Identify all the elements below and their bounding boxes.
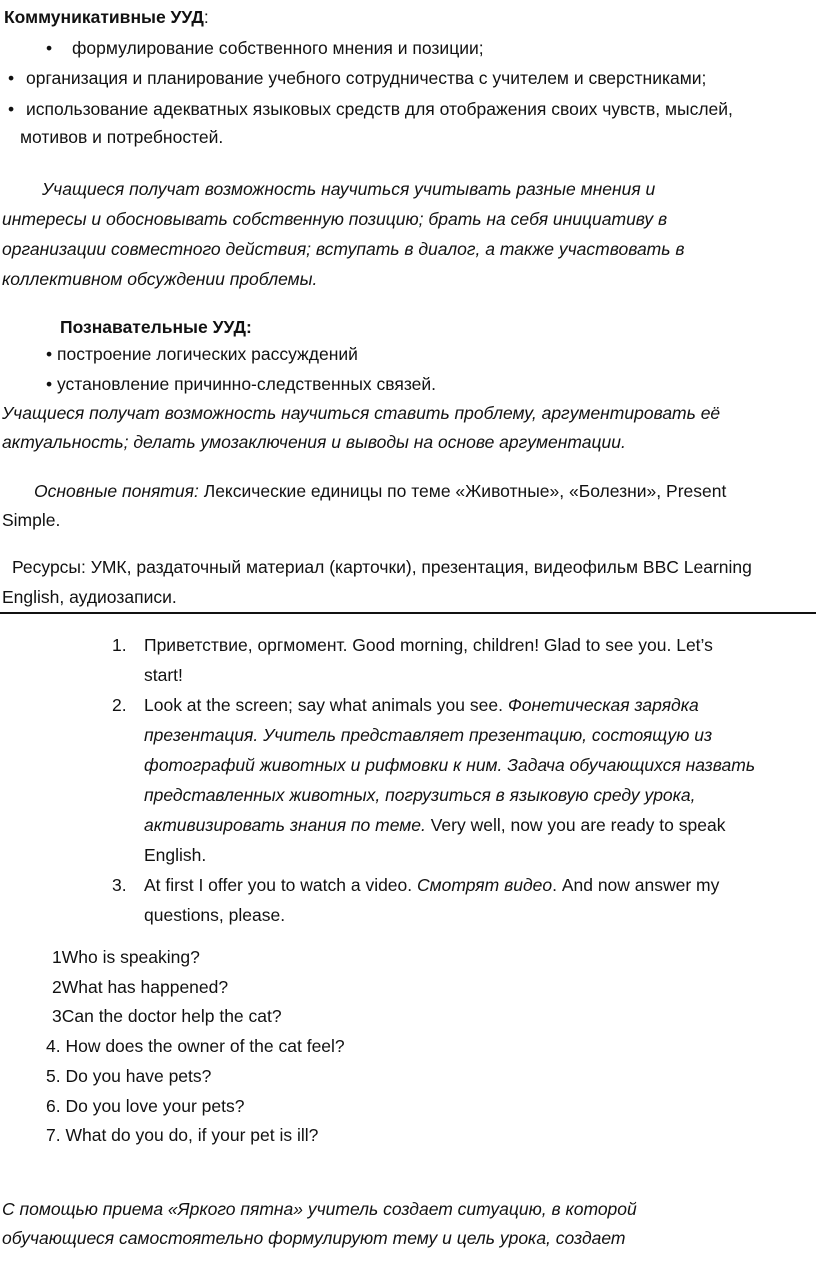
step-number: 2.	[112, 695, 127, 715]
step-line	[144, 904, 285, 926]
cognitive-heading: Познавательные УУД:	[60, 317, 252, 337]
concepts-line	[34, 480, 726, 502]
communicative-item: организация и планирование учебного сотрудничества с учителем и сверстниками;	[26, 68, 707, 88]
step-line	[144, 694, 699, 716]
bullet-icon: •	[8, 99, 15, 119]
bullet-icon: •	[8, 68, 15, 88]
step-text-segment: start!	[144, 665, 183, 685]
step-text-segment: представленных животных, погрузиться в языковую среду урока,	[144, 785, 696, 805]
horizontal-divider	[0, 612, 816, 614]
step-text-segment: English.	[144, 845, 207, 865]
step-line	[144, 634, 713, 656]
step-number: 3.	[112, 875, 127, 895]
question-item: 6. Do you love your pets?	[46, 1096, 245, 1116]
question-item: 2What has happened?	[52, 977, 229, 997]
communicative-outcome-line: Учащиеся получат возможность научиться учитывать разные мнения и	[42, 179, 656, 199]
communicative-outcome-line: интересы и обосновывать собственную позицию; брать на себя инициативу в	[2, 209, 668, 229]
step-number: 1.	[112, 635, 127, 655]
step-text-segment: At first I offer you to watch a video.	[144, 875, 418, 895]
step-text-segment: . And now answer my	[552, 875, 720, 895]
cognitive-outcome-line: актуальность; делать умозаключения и выводы на основе аргументации.	[2, 432, 626, 452]
concepts-text-continued: Simple.	[2, 510, 61, 530]
step-text-segment: Приветствие, оргмомент. Good morning, children! Glad to see you. Let’s	[144, 635, 713, 655]
step-line	[144, 874, 719, 896]
communicative-item: использование адекватных языковых средств для отображения своих чувств, мыслей,	[26, 99, 733, 119]
cognitive-outcome-line: Учащиеся получат возможность научиться ставить проблему, аргументировать её	[2, 403, 721, 423]
question-item: 3Can the doctor help the cat?	[52, 1006, 282, 1026]
bullet-icon: •	[46, 38, 53, 58]
communicative-heading-text: Коммуникативные УУД	[4, 7, 204, 27]
step-text-segment: Very well, now you are ready to speak	[425, 815, 726, 835]
communicative-item-continued: мотивов и потребностей.	[20, 127, 224, 147]
step-text-segment: Фонетическая зарядка	[507, 695, 699, 715]
step-text-segment: Смотрят видео	[417, 875, 553, 895]
communicative-heading-colon: :	[203, 7, 209, 27]
closing-line: С помощью приема «Яркого пятна» учитель создает ситуацию, в которой	[2, 1199, 637, 1219]
cognitive-item: • установление причинно-следственных связей.	[46, 374, 437, 394]
question-item: 1Who is speaking?	[52, 947, 200, 967]
step-line	[144, 754, 755, 776]
step-text-segment: фотографий животных и рифмовки к ним. Задача обучающихся назвать	[144, 755, 756, 775]
step-text-segment: презентация. Учитель представляет презентацию, состоящую из	[144, 725, 713, 745]
question-item: 5. Do you have pets?	[46, 1066, 212, 1086]
resources-line-continued: English, аудиозаписи.	[2, 587, 177, 607]
step-text-segment: Look at the screen; say what animals you see.	[144, 695, 508, 715]
step-line	[144, 664, 183, 686]
step-line	[144, 844, 206, 866]
question-item: 7. What do you do, if your pet is ill?	[46, 1125, 319, 1145]
communicative-item: формулирование собственного мнения и позиции;	[72, 38, 484, 58]
step-line	[144, 784, 696, 806]
concepts-label: Основные понятия:	[34, 481, 199, 501]
communicative-outcome-line: организации совместного действия; вступать в диалог, а также участвовать в	[2, 239, 685, 259]
step-text-segment: questions, please.	[144, 905, 286, 925]
resources-line: Ресурсы: УМК, раздаточный материал (карточки), презентация, видеофильм BBC Learning	[12, 557, 752, 577]
closing-line: обучающиеся самостоятельно формулируют тему и цель урока, создает	[2, 1228, 626, 1248]
cognitive-item: • построение логических рассуждений	[46, 344, 358, 364]
question-item: 4. How does the owner of the cat feel?	[46, 1036, 345, 1056]
step-text-segment: активизировать знания по теме.	[144, 815, 426, 835]
step-line	[144, 814, 725, 836]
communicative-heading	[4, 6, 209, 28]
concepts-text: Лексические единицы по теме «Животные», «Болезни», Present	[203, 481, 727, 501]
communicative-outcome-line: коллективном обсуждении проблемы.	[2, 269, 318, 289]
step-line	[144, 724, 712, 746]
